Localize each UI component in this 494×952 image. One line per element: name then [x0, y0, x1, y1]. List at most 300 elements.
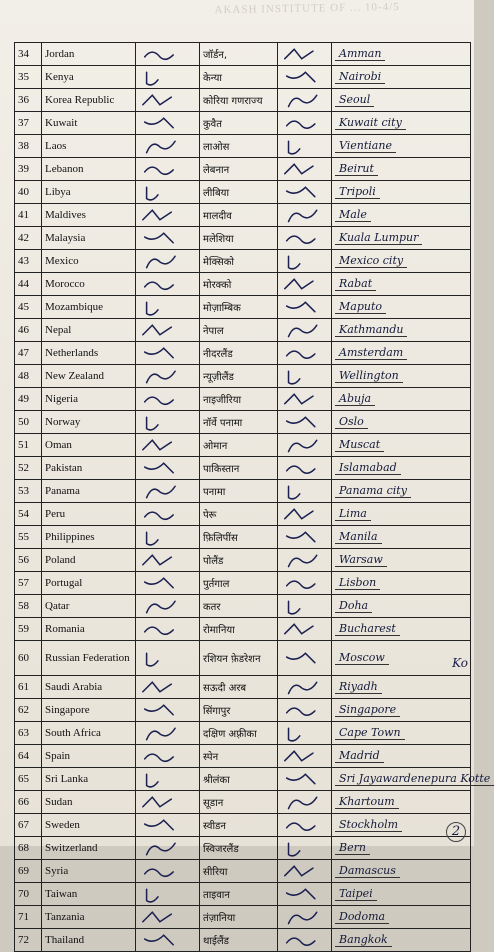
- hindi-name: पनामा: [200, 480, 278, 503]
- shorthand-outline: [136, 641, 200, 676]
- row-number: 55: [15, 526, 42, 549]
- shorthand-outline: [278, 549, 332, 572]
- shorthand-stroke-icon: [139, 641, 196, 675]
- shorthand-stroke-icon: [139, 388, 196, 410]
- hindi-name: नाइजीरिया: [200, 388, 278, 411]
- shorthand-outline: [136, 618, 200, 641]
- shorthand-outline: [136, 676, 200, 699]
- capital-label: Rabat: [335, 277, 376, 291]
- shorthand-stroke-icon: [281, 181, 328, 203]
- shorthand-outline: [278, 860, 332, 883]
- shorthand-outline: [278, 768, 332, 791]
- shorthand-stroke-icon: [139, 699, 196, 721]
- shorthand-outline: [136, 66, 200, 89]
- shorthand-outline: [278, 319, 332, 342]
- shorthand-outline: [136, 745, 200, 768]
- row-number: 37: [15, 112, 42, 135]
- table-row: [15, 43, 471, 66]
- country-label: Peru: [45, 507, 66, 520]
- table-row: [15, 181, 471, 204]
- hindi-name: स्विजरलैंड: [200, 837, 278, 860]
- shorthand-stroke-icon: [281, 791, 328, 813]
- shorthand-stroke-icon: [281, 342, 328, 364]
- capital-label: Male: [335, 208, 371, 222]
- shorthand-stroke-icon: [139, 181, 196, 203]
- shorthand-stroke-icon: [281, 250, 328, 272]
- margin-note: Ko: [452, 656, 468, 670]
- shorthand-stroke-icon: [281, 641, 328, 675]
- capital-label: Kathmandu: [335, 323, 407, 337]
- shorthand-stroke-icon: [281, 526, 328, 548]
- country-label: Qatar: [45, 599, 70, 612]
- row-number: 72: [15, 929, 42, 952]
- country-label: Sri Lanka: [45, 772, 89, 785]
- hindi-name: कतर: [200, 595, 278, 618]
- row-number: 69: [15, 860, 42, 883]
- capital-label: Riyadh: [335, 680, 382, 694]
- shorthand-outline: [278, 906, 332, 929]
- shorthand-outline: [136, 699, 200, 722]
- row-number: 63: [15, 722, 42, 745]
- shorthand-outline: [136, 929, 200, 952]
- shorthand-outline: [136, 572, 200, 595]
- country-name: [42, 273, 136, 296]
- country-name: [42, 434, 136, 457]
- row-number: 54: [15, 503, 42, 526]
- row-number: 58: [15, 595, 42, 618]
- country-capital-table: [14, 42, 491, 952]
- row-number: 38: [15, 135, 42, 158]
- country-name: [42, 906, 136, 929]
- capital-name: [332, 722, 471, 745]
- row-number: 53: [15, 480, 42, 503]
- hindi-name: नीदरलैंड: [200, 342, 278, 365]
- country-name: [42, 814, 136, 837]
- capital-label: Mexico city: [335, 254, 407, 268]
- capital-label: Madrid: [335, 749, 384, 763]
- table-row: [15, 860, 471, 883]
- shorthand-stroke-icon: [139, 135, 196, 157]
- table-row: [15, 526, 471, 549]
- shorthand-stroke-icon: [281, 388, 328, 410]
- country-name: [42, 837, 136, 860]
- hindi-name: श्रीलंका: [200, 768, 278, 791]
- capital-name: [332, 457, 471, 480]
- country-name: [42, 89, 136, 112]
- shorthand-stroke-icon: [281, 66, 328, 88]
- country-name: [42, 618, 136, 641]
- capital-label: Bern: [335, 841, 370, 855]
- country-name: [42, 158, 136, 181]
- shorthand-outline: [278, 296, 332, 319]
- table-row: [15, 296, 471, 319]
- shorthand-stroke-icon: [281, 112, 328, 134]
- shorthand-outline: [136, 411, 200, 434]
- table-row: [15, 66, 471, 89]
- capital-name: [332, 204, 471, 227]
- table-row: [15, 641, 471, 676]
- row-number: 56: [15, 549, 42, 572]
- shorthand-outline: [278, 135, 332, 158]
- row-number: 60: [15, 641, 42, 676]
- shorthand-outline: [136, 158, 200, 181]
- capital-name: [332, 503, 471, 526]
- country-label: Philippines: [45, 530, 95, 543]
- country-label: Kenya: [45, 70, 74, 83]
- country-label: Russian Federation: [45, 651, 130, 664]
- shorthand-stroke-icon: [139, 43, 196, 65]
- shorthand-outline: [136, 250, 200, 273]
- country-label: Spain: [45, 749, 71, 762]
- capital-name: [332, 342, 471, 365]
- shorthand-stroke-icon: [139, 434, 196, 456]
- country-name: [42, 411, 136, 434]
- capital-label: Nairobi: [335, 70, 385, 84]
- shorthand-outline: [278, 572, 332, 595]
- hindi-name: कुवैत: [200, 112, 278, 135]
- hindi-name: ओमान: [200, 434, 278, 457]
- shorthand-outline: [136, 365, 200, 388]
- shorthand-stroke-icon: [139, 676, 196, 698]
- shorthand-outline: [278, 699, 332, 722]
- shorthand-outline: [136, 814, 200, 837]
- shorthand-stroke-icon: [281, 572, 328, 594]
- shorthand-stroke-icon: [281, 814, 328, 836]
- hindi-name: थाईलैंड: [200, 929, 278, 952]
- shorthand-stroke-icon: [139, 595, 196, 617]
- country-name: [42, 388, 136, 411]
- shorthand-outline: [136, 837, 200, 860]
- country-name: [42, 722, 136, 745]
- capital-label: Vientiane: [335, 139, 396, 153]
- shorthand-outline: [278, 526, 332, 549]
- country-label: Taiwan: [45, 887, 78, 900]
- country-label: Sweden: [45, 818, 80, 831]
- table-row: [15, 342, 471, 365]
- page-number: 2: [446, 822, 466, 842]
- shorthand-outline: [136, 43, 200, 66]
- capital-label: Moscow: [335, 651, 389, 665]
- country-name: [42, 572, 136, 595]
- capital-name: [332, 883, 471, 906]
- shorthand-outline: [278, 411, 332, 434]
- shorthand-stroke-icon: [139, 66, 196, 88]
- shorthand-stroke-icon: [281, 837, 328, 859]
- capital-name: [332, 181, 471, 204]
- hindi-name: सिंगापुर: [200, 699, 278, 722]
- shorthand-outline: [136, 112, 200, 135]
- shorthand-stroke-icon: [281, 676, 328, 698]
- shorthand-outline: [136, 342, 200, 365]
- capital-name: [332, 860, 471, 883]
- country-label: Saudi Arabia: [45, 680, 103, 693]
- shorthand-outline: [278, 204, 332, 227]
- country-name: [42, 768, 136, 791]
- hindi-name: रोमानिया: [200, 618, 278, 641]
- country-name: [42, 699, 136, 722]
- shorthand-stroke-icon: [281, 434, 328, 456]
- shorthand-stroke-icon: [139, 722, 196, 744]
- table-row: [15, 906, 471, 929]
- table-row: [15, 722, 471, 745]
- shorthand-outline: [136, 906, 200, 929]
- capital-label: Beirut: [335, 162, 378, 176]
- shorthand-outline: [278, 158, 332, 181]
- shorthand-stroke-icon: [139, 768, 196, 790]
- shorthand-outline: [136, 273, 200, 296]
- row-number: 59: [15, 618, 42, 641]
- shorthand-stroke-icon: [139, 319, 196, 341]
- country-name: [42, 227, 136, 250]
- table-row: [15, 112, 471, 135]
- shorthand-stroke-icon: [139, 457, 196, 479]
- table-row: [15, 699, 471, 722]
- table-row: [15, 227, 471, 250]
- country-name: [42, 43, 136, 66]
- hindi-name: मेक्सिको: [200, 250, 278, 273]
- country-name: [42, 66, 136, 89]
- capital-name: [332, 135, 471, 158]
- table-row: [15, 411, 471, 434]
- hindi-name: स्पेन: [200, 745, 278, 768]
- shorthand-outline: [278, 457, 332, 480]
- country-label: Sudan: [45, 795, 73, 808]
- capital-label: Bucharest: [335, 622, 400, 636]
- country-name: [42, 745, 136, 768]
- capital-name: [332, 388, 471, 411]
- capital-label: Amsterdam: [335, 346, 407, 360]
- country-label: Tanzania: [45, 910, 85, 923]
- hindi-name: सीरिया: [200, 860, 278, 883]
- capital-label: Khartoum: [335, 795, 399, 809]
- row-number: 51: [15, 434, 42, 457]
- country-name: [42, 883, 136, 906]
- capital-label: Tripoli: [335, 185, 380, 199]
- capital-label: Singapore: [335, 703, 400, 717]
- shorthand-outline: [136, 204, 200, 227]
- country-name: [42, 204, 136, 227]
- shorthand-stroke-icon: [281, 89, 328, 111]
- shorthand-stroke-icon: [281, 745, 328, 767]
- shorthand-stroke-icon: [281, 411, 328, 433]
- capital-name: [332, 595, 471, 618]
- table-row: [15, 791, 471, 814]
- hindi-name: न्यूज़ीलैंड: [200, 365, 278, 388]
- hindi-name: मोज़ाम्बिक: [200, 296, 278, 319]
- shorthand-outline: [278, 480, 332, 503]
- shorthand-outline: [278, 434, 332, 457]
- capital-name: [332, 250, 471, 273]
- capital-name: [332, 480, 471, 503]
- hindi-name: लीबिया: [200, 181, 278, 204]
- table-row: [15, 549, 471, 572]
- shorthand-outline: [278, 837, 332, 860]
- country-label: Morocco: [45, 277, 85, 290]
- row-number: 47: [15, 342, 42, 365]
- country-label: Norway: [45, 415, 81, 428]
- shorthand-outline: [136, 296, 200, 319]
- capital-name: [332, 618, 471, 641]
- hindi-name: केन्या: [200, 66, 278, 89]
- country-name: [42, 526, 136, 549]
- shorthand-outline: [278, 388, 332, 411]
- country-name: [42, 929, 136, 952]
- row-number: 36: [15, 89, 42, 112]
- capital-name: [332, 365, 471, 388]
- shorthand-stroke-icon: [281, 135, 328, 157]
- country-name: [42, 641, 136, 676]
- shorthand-outline: [278, 43, 332, 66]
- row-number: 65: [15, 768, 42, 791]
- table-row: [15, 365, 471, 388]
- table-row: [15, 319, 471, 342]
- table-row: [15, 745, 471, 768]
- shorthand-stroke-icon: [139, 929, 196, 951]
- country-name: [42, 296, 136, 319]
- shorthand-stroke-icon: [281, 227, 328, 249]
- shorthand-stroke-icon: [281, 618, 328, 640]
- capital-name: [332, 572, 471, 595]
- capital-label: Wellington: [335, 369, 403, 383]
- table-row: [15, 883, 471, 906]
- shorthand-outline: [278, 181, 332, 204]
- capital-name: [332, 526, 471, 549]
- row-number: 50: [15, 411, 42, 434]
- bleed-through-header: AKASH INSTITUTE OF ... 10-4/5: [214, 0, 400, 17]
- country-label: Jordan: [45, 47, 75, 60]
- row-number: 71: [15, 906, 42, 929]
- shorthand-stroke-icon: [281, 503, 328, 525]
- shorthand-stroke-icon: [281, 204, 328, 226]
- table-row: [15, 135, 471, 158]
- shorthand-stroke-icon: [139, 342, 196, 364]
- shorthand-outline: [136, 722, 200, 745]
- shorthand-stroke-icon: [139, 906, 196, 928]
- hindi-name: सूडान: [200, 791, 278, 814]
- shorthand-outline: [278, 112, 332, 135]
- country-label: Nigeria: [45, 392, 78, 405]
- table-row: [15, 388, 471, 411]
- country-label: Mozambique: [45, 300, 104, 313]
- hindi-name: कोरिया गणराज्य: [200, 89, 278, 112]
- hindi-name: ताइवान: [200, 883, 278, 906]
- country-name: [42, 549, 136, 572]
- hindi-name: पोलैंड: [200, 549, 278, 572]
- shorthand-stroke-icon: [281, 480, 328, 502]
- shorthand-outline: [278, 676, 332, 699]
- row-number: 48: [15, 365, 42, 388]
- capital-name: [332, 273, 471, 296]
- shorthand-stroke-icon: [139, 618, 196, 640]
- shorthand-stroke-icon: [281, 457, 328, 479]
- shorthand-stroke-icon: [139, 296, 196, 318]
- capital-label: Manila: [335, 530, 382, 544]
- shorthand-stroke-icon: [281, 43, 328, 65]
- country-label: Pakistan: [45, 461, 83, 474]
- country-label: Maldives: [45, 208, 86, 221]
- shorthand-stroke-icon: [139, 503, 196, 525]
- table-row: [15, 434, 471, 457]
- shorthand-outline: [136, 227, 200, 250]
- shorthand-stroke-icon: [281, 883, 328, 905]
- capital-label: Cape Town: [335, 726, 405, 740]
- shorthand-stroke-icon: [281, 595, 328, 617]
- capital-name: [332, 158, 471, 181]
- row-number: 34: [15, 43, 42, 66]
- hindi-name: पुर्तगाल: [200, 572, 278, 595]
- shorthand-outline: [136, 319, 200, 342]
- shorthand-outline: [278, 66, 332, 89]
- country-name: [42, 457, 136, 480]
- table-row: [15, 768, 471, 791]
- table-row: [15, 814, 471, 837]
- country-name: [42, 860, 136, 883]
- shorthand-outline: [136, 135, 200, 158]
- row-number: 49: [15, 388, 42, 411]
- capital-name: [332, 319, 471, 342]
- shorthand-stroke-icon: [281, 273, 328, 295]
- country-name: [42, 503, 136, 526]
- table-body: [15, 43, 491, 952]
- country-label: Kuwait: [45, 116, 78, 129]
- country-name: [42, 181, 136, 204]
- capital-name: [332, 66, 471, 89]
- country-name: [42, 595, 136, 618]
- country-label: Syria: [45, 864, 69, 877]
- shorthand-outline: [136, 388, 200, 411]
- shorthand-outline: [136, 457, 200, 480]
- shorthand-stroke-icon: [139, 526, 196, 548]
- country-name: [42, 342, 136, 365]
- shorthand-stroke-icon: [139, 549, 196, 571]
- hindi-name: पेरू: [200, 503, 278, 526]
- country-label: South Africa: [45, 726, 101, 739]
- country-label: Romania: [45, 622, 85, 635]
- row-number: 52: [15, 457, 42, 480]
- hindi-name: मोरक्को: [200, 273, 278, 296]
- shorthand-stroke-icon: [139, 411, 196, 433]
- capital-name: [332, 112, 471, 135]
- hindi-name: लाओस: [200, 135, 278, 158]
- country-name: [42, 791, 136, 814]
- country-label: Nepal: [45, 323, 72, 336]
- shorthand-outline: [136, 503, 200, 526]
- shorthand-stroke-icon: [281, 699, 328, 721]
- capital-name: [332, 227, 471, 250]
- capital-label: Doha: [335, 599, 372, 613]
- capital-name: [332, 549, 471, 572]
- shorthand-stroke-icon: [281, 722, 328, 744]
- row-number: 62: [15, 699, 42, 722]
- table-row: [15, 250, 471, 273]
- shorthand-stroke-icon: [139, 158, 196, 180]
- country-name: [42, 480, 136, 503]
- shorthand-stroke-icon: [139, 814, 196, 836]
- hindi-name: सऊदी अरब: [200, 676, 278, 699]
- capital-label: Muscat: [335, 438, 384, 452]
- shorthand-stroke-icon: [281, 768, 328, 790]
- row-number: 46: [15, 319, 42, 342]
- shorthand-stroke-icon: [139, 745, 196, 767]
- shorthand-stroke-icon: [139, 204, 196, 226]
- shorthand-stroke-icon: [139, 112, 196, 134]
- hindi-name: फ़िलिपींस: [200, 526, 278, 549]
- table-row: [15, 204, 471, 227]
- hindi-name: नॉर्वे पनामा: [200, 411, 278, 434]
- capital-label: Damascus: [335, 864, 400, 878]
- capital-label: Stockholm: [335, 818, 402, 832]
- table-row: [15, 837, 471, 860]
